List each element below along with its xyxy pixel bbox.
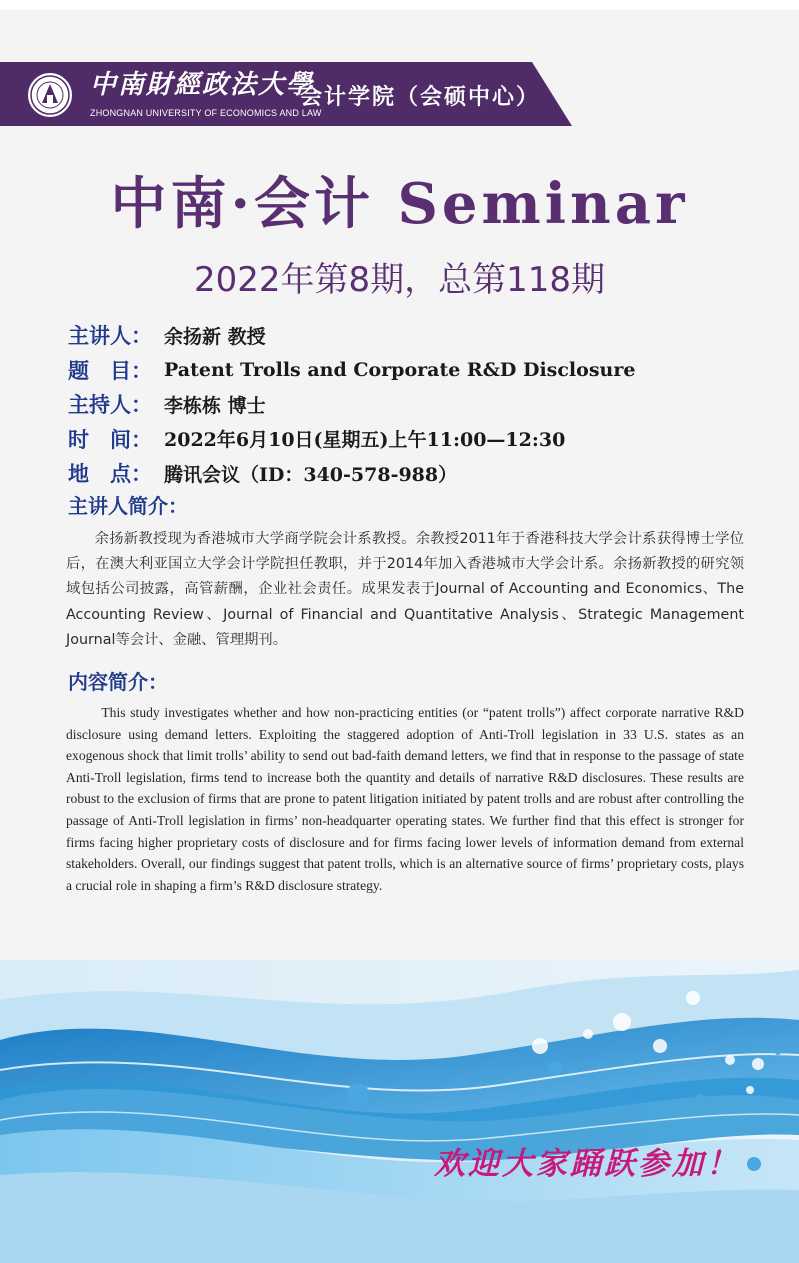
- welcome-slogan: 欢迎大家踊跃参加！: [434, 1146, 740, 1182]
- school-name: 会计学院（会硕中心）: [300, 85, 541, 110]
- time-row: [68, 422, 788, 457]
- topic-value: Patent Trolls and Corporate R&D Disclosure: [164, 358, 636, 381]
- bio-text: 余扬新教授现为香港城市大学商学院会计系教授。余教授2011年于香港科技大学会计系获得博士学位后，在澳大利亚国立大学会计学院担任教职，并于2014年加入香港城市大学会计系。余扬新教授的研究领域包括公司披露，高管薪酬，企业社会责任。成果发表于Journal of Accounting and Economics、The Accounting Review、Journal of Financial and Quantitative Analysis、Strategic Management Journal等会计、金融、管理期刊。: [66, 531, 744, 648]
- time-label: 时 间：: [68, 427, 152, 452]
- topic-label: 题 目：: [68, 358, 152, 383]
- abstract-text: This study investigates whether and how non-practicing entities (or “patent trolls”) affect corporate narrative R&D disclosure using demand letters. Exploiting the staggered adoption of Anti-Troll legislation in 33 U.S. states as an exogenous shock that limit trolls’ ability to send out bad-faith demand letters, we find that in response to the passage of state Anti-Troll legislation, firms tend to increase both the quantity and details of narrative R&D disclosures. These results are robust to the exclusion of firms that are prone to patent litigation initiated by patent trolls and are robust after controlling the passage of Anti-Troll legislation in firms’ non-headquarter operating states. We further find that this effect is stronger for firms facing higher proprietary costs of disclosure and for firms facing lower levels of information demand from external stakeholders. Overall, our findings suggest that patent trolls, which is an alternative source of firms’ proprietary costs, plays a crucial role in shaping a firm’s R&D disclosure strategy.: [66, 705, 744, 893]
- event-info: [68, 318, 788, 491]
- place-label: 地 点：: [68, 462, 152, 487]
- issue-number: 2022年第8期，总第118期: [193, 260, 606, 300]
- wave-decoration: [0, 960, 799, 1263]
- place-value: 腾讯会议（ID：340-578-988）: [164, 463, 458, 486]
- speaker-label: 主讲人：: [68, 324, 152, 349]
- seminar-title: 中南·会计 Seminar: [110, 171, 689, 237]
- university-name-en: ZHONGNAN UNIVERSITY OF ECONOMICS AND LAW: [90, 108, 322, 118]
- abstract-heading: 内容简介：: [68, 670, 168, 694]
- time-value: 2022年6月10日(星期五)上午11:00—12:30: [164, 429, 566, 452]
- host-row: [68, 387, 788, 422]
- place-row: [68, 456, 788, 491]
- university-seal-icon: [26, 71, 74, 119]
- topic-row: [68, 353, 788, 388]
- bio-heading: 主讲人简介：: [68, 494, 188, 518]
- top-strip: [0, 0, 799, 10]
- host-label: 主持人：: [68, 393, 152, 418]
- speaker-row: [68, 318, 788, 353]
- host-value: 李栋栋 博士: [164, 394, 266, 417]
- university-name-cn: 中南財經政法大學: [90, 70, 315, 100]
- speaker-value: 余扬新 教授: [164, 325, 266, 348]
